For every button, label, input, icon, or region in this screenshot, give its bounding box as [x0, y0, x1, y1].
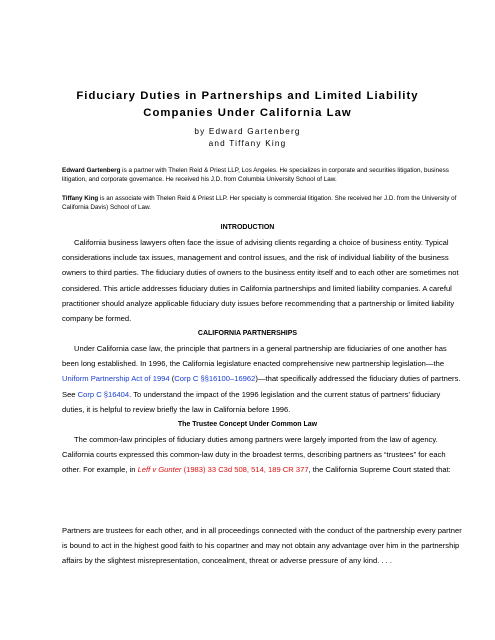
- link-leff-v-gunter-citation[interactable]: (1983) 33 C3d 508, 514, 189 CR 377: [181, 465, 309, 475]
- byline-line-2: and Tiffany King: [208, 139, 287, 148]
- author-bio-2: [62, 194, 462, 212]
- author-name-1: Edward Gartenberg: [62, 167, 121, 174]
- author-bio-1: [62, 166, 462, 184]
- author-bio-text-2: is an associate with Thelen Reid & Priest LLP. Her specialty is commercial litigation. She received her J.D. from the University of California Davis) School of Law.: [62, 195, 457, 211]
- byline-line-1: by Edward Gartenberg: [194, 127, 301, 136]
- tc-text-a: The common-law principles of fiduciary duties among partners were largely imported from the law of agency. California courts expressed this common-law duty in the broadest terms, describing partners as “trustees” for each other. For example, in: [62, 435, 446, 475]
- title-line-2: Companies Under California Law: [143, 107, 352, 119]
- link-uniform-partnership-act[interactable]: Uniform Partnership Act of 1994: [62, 374, 170, 384]
- cp-text-b: (: [169, 374, 175, 384]
- title-line-1: Fiduciary Duties in Partnerships and Limited Liability: [76, 90, 419, 102]
- section-heading-introduction: INTRODUCTION: [220, 224, 275, 231]
- byline: [40, 126, 455, 150]
- link-leff-v-gunter[interactable]: Leff v Gunter: [137, 465, 182, 475]
- section-heading-trustee-concept: The Trustee Concept Under Common Law: [177, 421, 318, 428]
- quote-text: Partners are trustees for each other, and in all proceedings connected with the conduct of the partnership every partner is bound to act in the highest good faith to his copartner and may not obtain any advantage over him in the partnership affairs by the slightest misrepresentation, concealment, threat or adverse pressure of any kind. . . .: [62, 526, 462, 566]
- tc-text-b: , the California Supreme Court stated that:: [308, 465, 451, 475]
- cp-text-d: . To understand the impact of the 1996 legislation and the current status of partners' fiduciary duties, it is helpful to review briefly the law in California before 1996.: [62, 389, 441, 414]
- author-name-2: Tiffany King: [62, 195, 99, 202]
- paragraph-california-partnerships: [62, 341, 462, 417]
- document-title: [40, 88, 455, 122]
- paragraph-introduction: [62, 235, 462, 326]
- block-quote: [62, 523, 462, 569]
- section-heading-california-partnerships: CALIFORNIA PARTNERSHIPS: [197, 330, 298, 337]
- link-corp-c-16100[interactable]: Corp C §§16100–16962: [174, 374, 256, 384]
- cp-text-c: )—that specifically addressed the fiduciary duties of partners. See: [62, 374, 461, 399]
- author-bio-text-1: is a partner with Thelen Reid & Priest LLP, Los Angeles. He specializes in corporate and securities litigation, business litigation, and corporate governance. He received his J.D. from Columbia University School of Law.: [62, 167, 449, 183]
- link-corp-c-16404[interactable]: Corp C §16404: [77, 389, 130, 399]
- paragraph-trustee-concept: [62, 432, 462, 478]
- cp-text-a: Under California case law, the principle that partners in a general partnership are fiduciaries of one another has been long established. In 1996, the California legislature enacted comprehensive new partnership legislation—the: [62, 344, 447, 369]
- intro-text: California business lawyers often face the issue of advising clients regarding a choice of business entity. Typical considerations include tax issues, management and control issues, and the risk of individual liability of the business owners to third parties. The fiduciary duties of owners to the business entity itself and to each other are sometimes not considered. This article addresses fiduciary duties in California partnerships and limited liability companies. A careful practitioner should analyze applicable fiduciary duty issues before recommending that a partnership or limited liability company be formed.: [62, 238, 459, 324]
